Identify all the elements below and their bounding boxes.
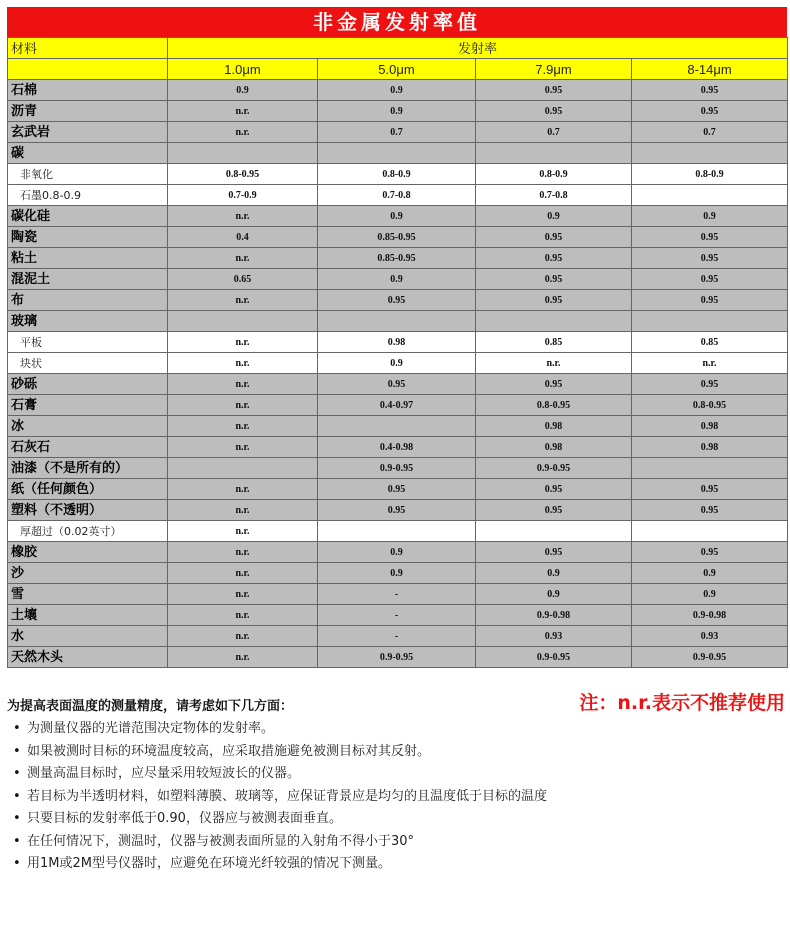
nr-note: 注：n.r.表示不推荐使用 — [579, 692, 785, 714]
emissivity-value: n.r. — [168, 101, 318, 122]
table-row — [8, 311, 788, 332]
emissivity-value — [318, 521, 476, 542]
emissivity-value: 0.95 — [632, 500, 788, 521]
material-name: 石灰石 — [8, 437, 168, 458]
table-row — [8, 542, 788, 563]
emissivity-value: 0.95 — [476, 227, 632, 248]
emissivity-value: n.r. — [168, 248, 318, 269]
material-name: 石墨0.8-0.9 — [8, 185, 168, 206]
emissivity-value: 0.9-0.98 — [632, 605, 788, 626]
material-name: 雪 — [8, 584, 168, 605]
emissivity-value: - — [318, 626, 476, 647]
emissivity-value — [168, 311, 318, 332]
material-name: 碳 — [8, 143, 168, 164]
emissivity-value: 0.95 — [476, 101, 632, 122]
emissivity-value: 0.7 — [476, 122, 632, 143]
emissivity-value — [632, 458, 788, 479]
emissivity-value — [318, 416, 476, 437]
emissivity-value: n.r. — [168, 584, 318, 605]
header-wavelength: 8-14μm — [632, 59, 788, 80]
emissivity-value: 0.95 — [632, 269, 788, 290]
emissivity-value: 0.8-0.95 — [632, 395, 788, 416]
table-row — [8, 290, 788, 311]
material-name: 玻璃 — [8, 311, 168, 332]
material-name: 冰 — [8, 416, 168, 437]
emissivity-value: 0.9 — [318, 269, 476, 290]
emissivity-value: 0.95 — [476, 80, 632, 101]
emissivity-value: 0.93 — [476, 626, 632, 647]
emissivity-value: n.r. — [168, 353, 318, 374]
emissivity-value: 0.8-0.95 — [168, 164, 318, 185]
emissivity-value: 0.98 — [632, 416, 788, 437]
table-row — [8, 206, 788, 227]
emissivity-value: 0.7 — [632, 122, 788, 143]
emissivity-value — [168, 458, 318, 479]
material-name: 厚超过（0.02英寸） — [8, 521, 168, 542]
emissivity-value: 0.95 — [632, 248, 788, 269]
emissivity-value: n.r. — [168, 500, 318, 521]
material-name: 玄武岩 — [8, 122, 168, 143]
notes-item: • 若目标为半透明材料，如塑料薄膜、玻璃等，应保证背景应是均匀的且温度低于目标的温度 — [13, 786, 547, 809]
emissivity-value: n.r. — [168, 437, 318, 458]
table-row — [8, 647, 788, 668]
material-name: 土壤 — [8, 605, 168, 626]
emissivity-value: n.r. — [168, 626, 318, 647]
emissivity-value: 0.95 — [476, 374, 632, 395]
table-row — [8, 626, 788, 647]
emissivity-value: 0.85-0.95 — [318, 227, 476, 248]
emissivity-value: 0.95 — [632, 542, 788, 563]
emissivity-value: 0.9 — [318, 101, 476, 122]
table-row — [8, 185, 788, 206]
table-row — [8, 353, 788, 374]
emissivity-value: 0.9-0.95 — [318, 458, 476, 479]
emissivity-value: 0.95 — [632, 80, 788, 101]
material-name: 橡胶 — [8, 542, 168, 563]
emissivity-value: 0.95 — [476, 500, 632, 521]
emissivity-value — [476, 311, 632, 332]
emissivity-value — [476, 143, 632, 164]
emissivity-value: 0.65 — [168, 269, 318, 290]
emissivity-value: 0.9 — [632, 563, 788, 584]
emissivity-value: 0.95 — [476, 479, 632, 500]
material-name: 沥青 — [8, 101, 168, 122]
table-row — [8, 101, 788, 122]
table-row — [8, 248, 788, 269]
table-row — [8, 437, 788, 458]
emissivity-value — [168, 143, 318, 164]
emissivity-value: 0.9-0.95 — [632, 647, 788, 668]
material-name: 块状 — [8, 353, 168, 374]
emissivity-value: 0.85-0.95 — [318, 248, 476, 269]
emissivity-value: n.r. — [168, 542, 318, 563]
table-row — [8, 143, 788, 164]
emissivity-value: 0.7-0.9 — [168, 185, 318, 206]
emissivity-value: 0.9 — [318, 563, 476, 584]
emissivity-value: - — [318, 584, 476, 605]
emissivity-value: 0.95 — [318, 290, 476, 311]
emissivity-value: n.r. — [168, 332, 318, 353]
emissivity-value: 0.9-0.98 — [476, 605, 632, 626]
emissivity-value: 0.95 — [476, 542, 632, 563]
emissivity-value — [632, 143, 788, 164]
emissivity-value: 0.9 — [476, 206, 632, 227]
emissivity-value: 0.93 — [632, 626, 788, 647]
table-row — [8, 395, 788, 416]
emissivity-value: 0.9-0.95 — [318, 647, 476, 668]
emissivity-value: 0.9 — [476, 584, 632, 605]
emissivity-value: 0.85 — [476, 332, 632, 353]
emissivity-value: 0.95 — [318, 479, 476, 500]
emissivity-value: 0.9 — [632, 206, 788, 227]
emissivity-value: 0.7-0.8 — [318, 185, 476, 206]
emissivity-value: 0.95 — [476, 290, 632, 311]
table-row — [8, 458, 788, 479]
notes-item: • 为测量仪器的光谱范围决定物体的发射率。 — [13, 718, 547, 741]
emissivity-sheet — [7, 7, 787, 668]
material-name: 非氧化 — [8, 164, 168, 185]
emissivity-value: 0.7 — [318, 122, 476, 143]
material-name: 粘土 — [8, 248, 168, 269]
emissivity-value: 0.7-0.8 — [476, 185, 632, 206]
material-name: 碳化硅 — [8, 206, 168, 227]
table-row — [8, 479, 788, 500]
emissivity-value: n.r. — [168, 605, 318, 626]
table-row — [8, 374, 788, 395]
page-title: 非金属发射率值 — [7, 7, 787, 37]
material-name: 石膏 — [8, 395, 168, 416]
emissivity-value: 0.95 — [476, 269, 632, 290]
emissivity-value: n.r. — [168, 122, 318, 143]
notes-item: • 在任何情况下，测温时，仪器与被测表面所显的入射角不得小于30° — [13, 831, 547, 854]
emissivity-value: 0.8-0.9 — [476, 164, 632, 185]
emissivity-value: 0.95 — [632, 479, 788, 500]
emissivity-value: 0.4-0.97 — [318, 395, 476, 416]
emissivity-value: 0.9 — [318, 206, 476, 227]
material-name: 石棉 — [8, 80, 168, 101]
emissivity-value: 0.85 — [632, 332, 788, 353]
emissivity-value — [632, 521, 788, 542]
emissivity-value: 0.9 — [318, 353, 476, 374]
emissivity-value — [318, 311, 476, 332]
emissivity-value: 0.95 — [632, 101, 788, 122]
table-row — [8, 605, 788, 626]
header-row-wavelengths — [8, 59, 788, 80]
emissivity-value: 0.9-0.95 — [476, 458, 632, 479]
emissivity-value: 0.95 — [318, 374, 476, 395]
emissivity-value: 0.4-0.98 — [318, 437, 476, 458]
emissivity-value: 0.4 — [168, 227, 318, 248]
table-row — [8, 80, 788, 101]
header-blank — [8, 59, 168, 80]
material-name: 陶瓷 — [8, 227, 168, 248]
emissivity-value: 0.9 — [318, 80, 476, 101]
notes-item: • 测量高温目标时，应尽量采用较短波长的仪器。 — [13, 763, 547, 786]
emissivity-value: n.r. — [168, 374, 318, 395]
emissivity-value: 0.98 — [476, 416, 632, 437]
material-name: 塑料（不透明） — [8, 500, 168, 521]
emissivity-value: 0.95 — [632, 374, 788, 395]
table-row — [8, 269, 788, 290]
emissivity-value: 0.8-0.95 — [476, 395, 632, 416]
emissivity-value: - — [318, 605, 476, 626]
emissivity-value: n.r. — [168, 395, 318, 416]
emissivity-value: 0.9-0.95 — [476, 647, 632, 668]
table-row — [8, 584, 788, 605]
material-name: 沙 — [8, 563, 168, 584]
header-wavelength: 1.0μm — [168, 59, 318, 80]
header-emissivity: 发射率 — [168, 38, 788, 59]
material-name: 油漆（不是所有的） — [8, 458, 168, 479]
header-wavelength: 5.0μm — [318, 59, 476, 80]
emissivity-value: 0.98 — [318, 332, 476, 353]
header-wavelength: 7.9μm — [476, 59, 632, 80]
emissivity-value: 0.9 — [632, 584, 788, 605]
material-name: 砂砾 — [8, 374, 168, 395]
table-row — [8, 332, 788, 353]
emissivity-value — [318, 143, 476, 164]
table-body — [8, 80, 788, 668]
notes-item: • 只要目标的发射率低于0.90，仪器应与被测表面垂直。 — [13, 808, 547, 831]
emissivity-value — [632, 185, 788, 206]
emissivity-value: n.r. — [168, 290, 318, 311]
material-name: 水 — [8, 626, 168, 647]
emissivity-value: n.r. — [168, 647, 318, 668]
emissivity-value — [632, 311, 788, 332]
table-row — [8, 122, 788, 143]
emissivity-value: 0.95 — [476, 248, 632, 269]
emissivity-value: n.r. — [168, 416, 318, 437]
material-name: 天然木头 — [8, 647, 168, 668]
emissivity-value: 0.95 — [632, 290, 788, 311]
table-row — [8, 563, 788, 584]
emissivity-value: n.r. — [476, 353, 632, 374]
material-name: 平板 — [8, 332, 168, 353]
emissivity-value: 0.8-0.9 — [318, 164, 476, 185]
notes-item: • 用1M或2M型号仪器时，应避免在环境光纤较强的情况下测量。 — [13, 853, 547, 876]
material-name: 混泥土 — [8, 269, 168, 290]
emissivity-value: n.r. — [632, 353, 788, 374]
emissivity-value: 0.98 — [476, 437, 632, 458]
emissivity-table — [7, 37, 788, 668]
header-material: 材料 — [8, 38, 168, 59]
emissivity-value: 0.8-0.9 — [632, 164, 788, 185]
header-row-top — [8, 38, 788, 59]
emissivity-value: n.r. — [168, 563, 318, 584]
emissivity-value — [476, 521, 632, 542]
emissivity-value: 0.9 — [476, 563, 632, 584]
table-row — [8, 416, 788, 437]
table-row — [8, 227, 788, 248]
table-row — [8, 521, 788, 542]
emissivity-value: 0.9 — [168, 80, 318, 101]
notes-list — [13, 718, 547, 876]
table-row — [8, 500, 788, 521]
notes-heading: 为提高表面温度的测量精度，请考虑如下几方面： — [7, 699, 294, 714]
emissivity-value: 0.98 — [632, 437, 788, 458]
emissivity-value: 0.95 — [318, 500, 476, 521]
material-name: 纸（任何颜色） — [8, 479, 168, 500]
notes-item: • 如果被测时目标的环境温度较高，应采取措施避免被测目标对其反射。 — [13, 741, 547, 764]
emissivity-value: n.r. — [168, 521, 318, 542]
emissivity-value: n.r. — [168, 479, 318, 500]
table-row — [8, 164, 788, 185]
material-name: 布 — [8, 290, 168, 311]
emissivity-value: 0.95 — [632, 227, 788, 248]
emissivity-value: n.r. — [168, 206, 318, 227]
emissivity-value: 0.9 — [318, 542, 476, 563]
